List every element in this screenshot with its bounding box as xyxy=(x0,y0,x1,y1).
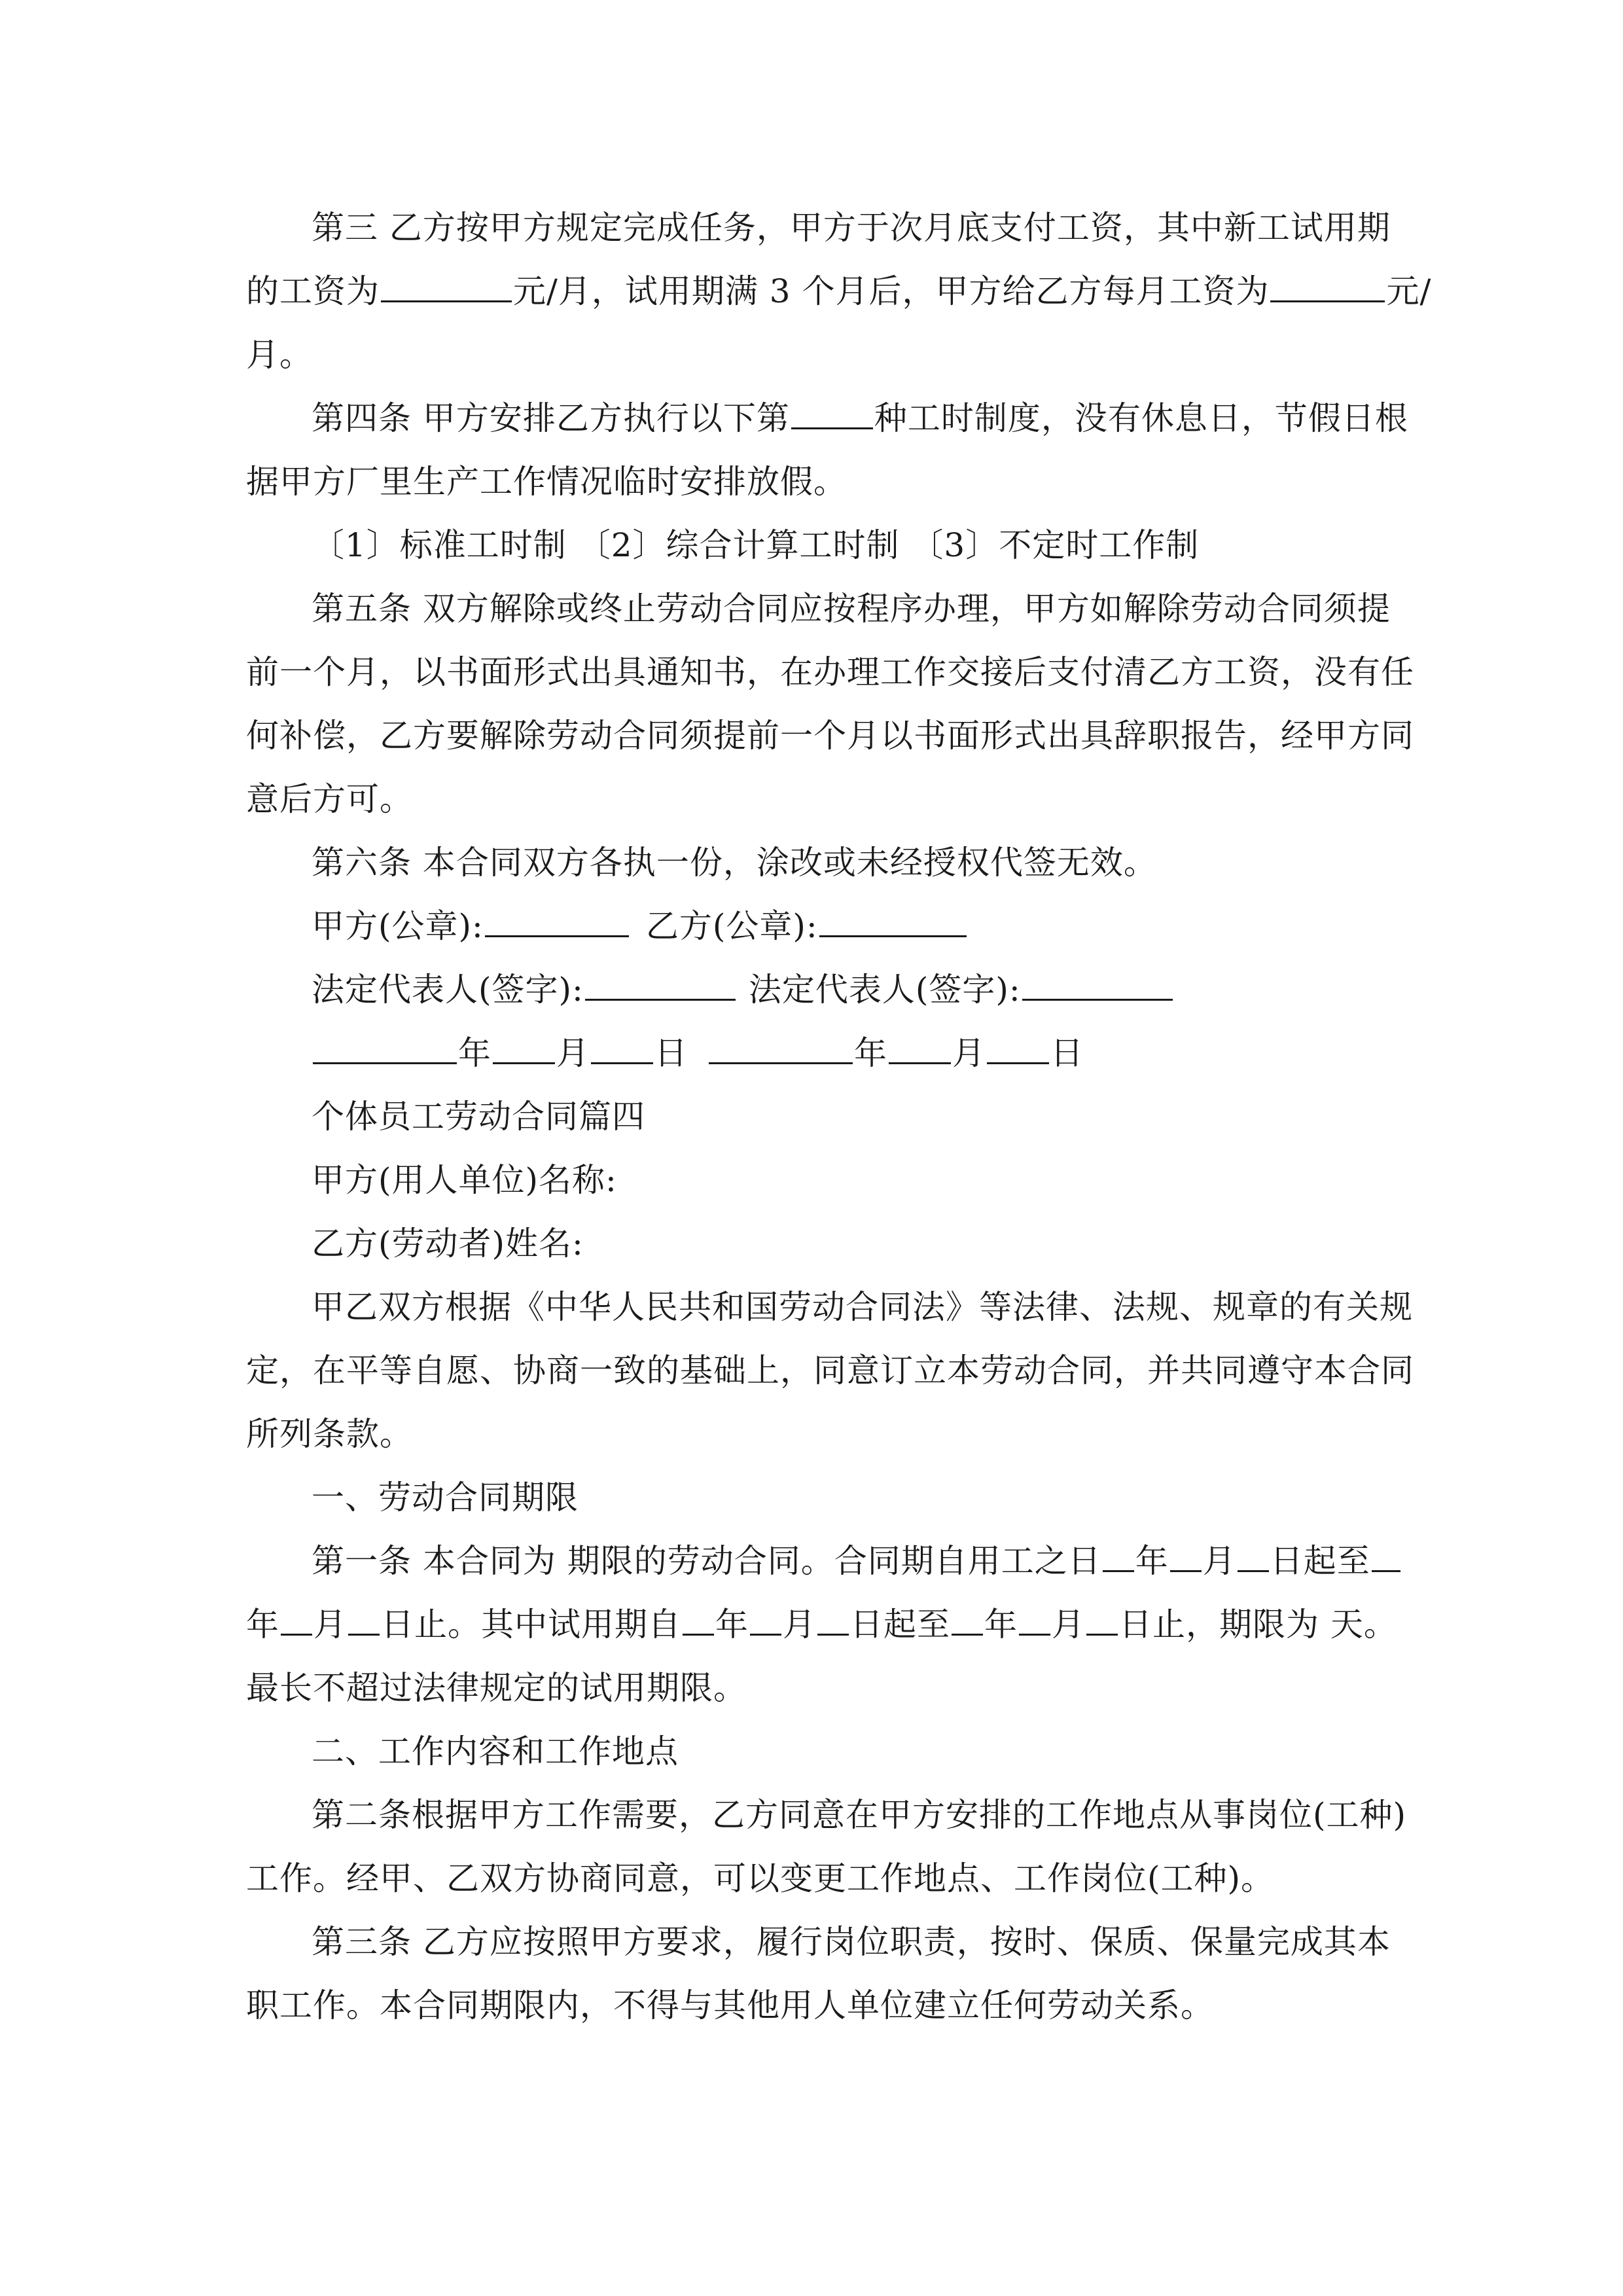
text-segment: 甲方(用人单位)名称: xyxy=(312,1161,617,1199)
blank-line xyxy=(1170,1541,1202,1572)
paragraph-line xyxy=(312,1287,1413,1327)
paragraph-line xyxy=(312,399,1408,438)
text-segment: 何补偿，乙方要解除劳动合同须提前一个月以书面形式出具辞职报告，经甲方同 xyxy=(246,717,1414,755)
blank-line xyxy=(1372,1541,1400,1572)
paragraph-line xyxy=(312,1795,1406,1835)
paragraph-line xyxy=(246,1986,1214,2025)
text-segment: 日 xyxy=(1119,1605,1152,1643)
paragraph-line xyxy=(246,1605,1397,1644)
text-segment: 月 xyxy=(556,1034,590,1072)
paragraph-line xyxy=(246,716,1414,755)
text-segment: 据甲方厂里生产工作情况临时安排放假。 xyxy=(246,463,847,501)
text-segment: 日 xyxy=(381,1605,414,1643)
blank-line xyxy=(987,1033,1049,1064)
text-segment: 年 xyxy=(715,1605,749,1643)
blank-line xyxy=(1103,1541,1134,1572)
paragraph-line xyxy=(312,1160,617,1200)
text-segment: 职工作。本合同期限内，不得与其他用人单位建立任何劳动关系。 xyxy=(246,1986,1214,2024)
blank-line xyxy=(281,1605,312,1636)
blank-line xyxy=(1022,970,1173,1001)
blank-line xyxy=(1019,1605,1050,1636)
blank-line xyxy=(709,1033,853,1064)
text-segment: 起至 xyxy=(883,1605,950,1643)
paragraph-line xyxy=(246,335,313,374)
section-title xyxy=(312,1097,645,1136)
signature-line xyxy=(312,906,968,946)
text-segment: 年 xyxy=(854,1034,887,1072)
text-segment: 月 xyxy=(313,1605,347,1643)
paragraph-line xyxy=(312,208,1391,247)
text-segment: 定，在平等自愿、协商一致的基础上，同意订立本劳动合同，并共同遵守本合同 xyxy=(246,1352,1414,1390)
signature-line xyxy=(312,970,1174,1009)
text-segment: 年 xyxy=(458,1034,491,1072)
paragraph-line xyxy=(246,1859,1274,1898)
text-segment: 所列条款。 xyxy=(246,1415,413,1453)
blank-line xyxy=(493,1033,555,1064)
text-segment: 第五条 双方解除或终止劳动合同应按程序办理，甲方如解除劳动合同须提 xyxy=(312,590,1391,628)
paragraph-line xyxy=(312,526,1199,565)
text-segment: 最长不超过法律规定的试用期限。 xyxy=(246,1669,747,1707)
paragraph-line xyxy=(312,1224,584,1263)
blank-line xyxy=(1270,272,1385,302)
text-segment: 月 xyxy=(1202,1542,1236,1580)
text-segment: 法定代表人(签字): xyxy=(748,971,1021,1009)
text-segment: 止。其中试用期自 xyxy=(414,1605,681,1643)
blank-line xyxy=(1086,1605,1118,1636)
paragraph-line xyxy=(246,780,413,819)
text-segment: 的工资为 xyxy=(246,272,380,310)
text-segment: 法定代表人(签字): xyxy=(312,971,584,1009)
blank-line xyxy=(381,272,512,302)
text-segment: 第二条根据甲方工作需要，乙方同意在甲方安排的工作地点从事岗位(工种) xyxy=(312,1796,1407,1834)
text-segment: 第六条 本合同双方各执一份，涂改或未经授权代签无效。 xyxy=(312,844,1157,882)
blank-line xyxy=(313,1033,457,1064)
blank-line xyxy=(585,970,736,1001)
section-heading xyxy=(312,1478,579,1517)
text-segment: 前一个月，以书面形式出具通知书，在办理工作交接后支付清乙方工资，没有任 xyxy=(246,653,1414,691)
text-segment: 〔1〕标准工时制 〔2〕综合计算工时制 〔3〕不定时工作制 xyxy=(312,526,1200,564)
text-segment: 月 xyxy=(952,1034,986,1072)
text-segment: 甲方(公章): xyxy=(312,907,484,945)
text-segment: 乙方(劳动者)姓名: xyxy=(312,1225,584,1263)
text-segment: 第一条 本合同为 期限的劳动合同。合同期自用工之日 xyxy=(312,1542,1101,1580)
blank-line xyxy=(819,906,967,937)
paragraph-line xyxy=(312,843,1157,882)
text-segment: 种工时制度，没有休息日，节假日根 xyxy=(874,399,1408,437)
paragraph-line xyxy=(246,653,1414,692)
text-segment: 日 xyxy=(654,1034,688,1072)
text-segment: 元/ xyxy=(1386,272,1432,310)
text-segment: 第四条 甲方安排乙方执行以下第 xyxy=(312,399,790,437)
text-segment: 一、劳动合同期限 xyxy=(312,1479,579,1516)
paragraph-line xyxy=(246,1414,413,1454)
text-segment: 二、工作内容和工作地点 xyxy=(312,1732,679,1770)
text-segment: 月 xyxy=(783,1605,816,1643)
paragraph-line xyxy=(246,1668,747,1708)
text-segment: 个体员工劳动合同篇四 xyxy=(312,1098,645,1136)
text-segment: 月。 xyxy=(246,336,313,374)
text-segment: 意后方可。 xyxy=(246,780,413,818)
paragraph-line xyxy=(312,1922,1391,1962)
paragraph-line xyxy=(246,272,1431,311)
text-segment: 第三条 乙方应按照甲方要求，履行岗位职责，按时、保质、保量完成其本 xyxy=(312,1923,1391,1961)
blank-line xyxy=(952,1605,983,1636)
blank-line xyxy=(683,1605,714,1636)
blank-line xyxy=(485,906,629,937)
text-segment: 年 xyxy=(246,1605,279,1643)
text-segment: 月 xyxy=(1052,1605,1085,1643)
paragraph-line xyxy=(246,1351,1414,1390)
blank-line xyxy=(889,1033,951,1064)
text-segment: 止，期限为 天。 xyxy=(1152,1605,1397,1643)
paragraph-line xyxy=(246,462,847,501)
blank-line xyxy=(591,1033,653,1064)
paragraph-line xyxy=(312,589,1391,628)
text-segment: 日 xyxy=(1270,1542,1304,1580)
text-segment: 元/月，试用期满 3 个月后，甲方给乙方每月工资为 xyxy=(513,272,1270,310)
blank-line xyxy=(817,1605,849,1636)
text-segment: 第三 乙方按甲方规定完成任务，甲方于次月底支付工资，其中新工试用期 xyxy=(312,209,1391,247)
blank-line xyxy=(791,399,873,429)
blank-line xyxy=(1238,1541,1269,1572)
text-segment: 工作。经甲、乙双方协商同意，可以变更工作地点、工作岗位(工种)。 xyxy=(246,1859,1275,1897)
paragraph-line xyxy=(312,1541,1402,1581)
text-segment: 起至 xyxy=(1303,1542,1370,1580)
text-segment: 年 xyxy=(1135,1542,1169,1580)
text-segment: 乙方(公章): xyxy=(645,907,818,945)
text-segment: 甲乙双方根据《中华人民共和国劳动合同法》等法律、法规、规章的有关规 xyxy=(312,1288,1413,1326)
section-heading xyxy=(312,1732,679,1771)
date-line xyxy=(312,1033,1084,1073)
text-segment: 日 xyxy=(1050,1034,1084,1072)
blank-line xyxy=(348,1605,380,1636)
blank-line xyxy=(750,1605,781,1636)
text-segment: 年 xyxy=(984,1605,1018,1643)
text-segment: 日 xyxy=(850,1605,883,1643)
